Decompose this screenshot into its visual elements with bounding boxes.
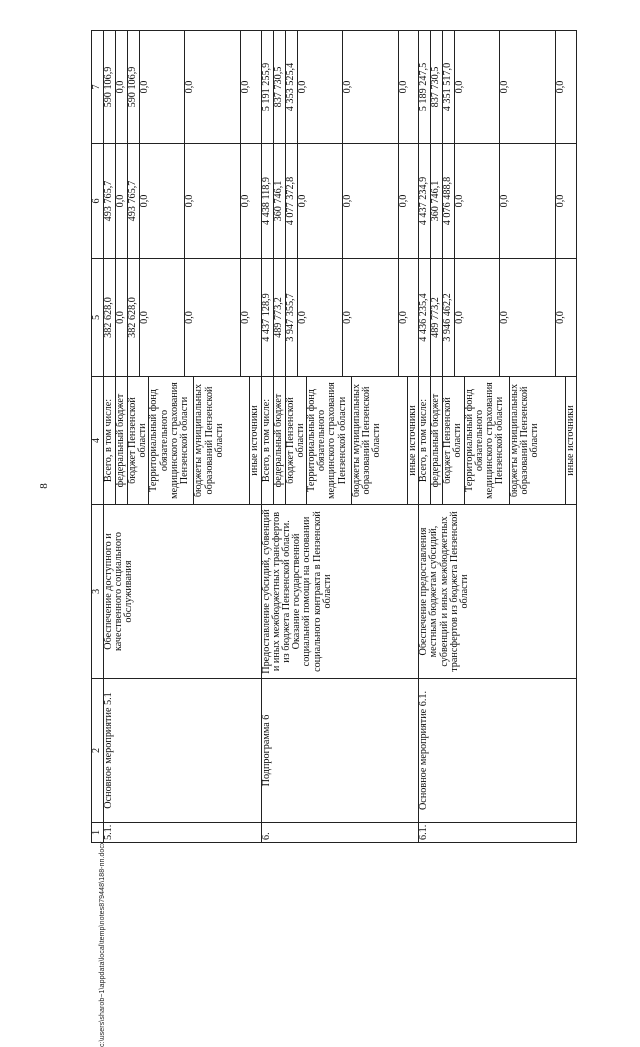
value: 493 765,7	[128, 144, 140, 258]
row-description: Обеспечение доступного и качественного социального обслуживания	[104, 505, 262, 679]
value: 0,0	[140, 259, 185, 376]
value: 0,0	[342, 31, 398, 143]
source-cell	[104, 377, 262, 505]
page-number: 8	[38, 483, 50, 489]
value: 493 765,7	[104, 144, 116, 258]
source-label: бюджет Пензенской области	[128, 377, 149, 504]
source-label: Территориальный фонд обязательного медицинского страхования Пензенской области	[149, 377, 194, 504]
value: 0,0	[240, 80, 251, 94]
value: 0,0	[140, 144, 185, 258]
row-number: 5.1.	[104, 823, 262, 843]
value: 0,0	[397, 311, 409, 324]
value: 590 106,9	[104, 31, 116, 143]
value-cell	[419, 259, 577, 377]
source-label: иные источники	[249, 405, 261, 476]
value-cell	[261, 31, 419, 144]
source-label: иные источники	[407, 405, 419, 476]
row-number: 6.1.	[419, 823, 577, 843]
value: 4 076 488,8	[443, 144, 455, 258]
footer-file-path: c:\users\sharob~1\appdata\local\temp\notes879448\188-пп.docx	[99, 841, 106, 1047]
value: 4 353 525,4	[285, 31, 297, 143]
value: 489 773,2	[431, 259, 443, 376]
row-description: Предоставление субсидий, субвенций и иных межбюджетных трансфертов из бюджета Пензенской области. Оказание государственной социальной помощи на основании социального контракта в Пензенской области	[261, 505, 419, 679]
rotated-table-container	[91, 31, 611, 843]
source-cell	[419, 377, 577, 505]
value: 0,0	[297, 31, 342, 143]
row-description: Обеспечение предоставления местным бюджетам субсидий, субвенций и иных межбюджетных трансфертов из бюджета Пензенской области	[419, 505, 577, 679]
source-label: бюджет Пензенской области	[443, 377, 464, 504]
value: 0,0	[116, 144, 128, 258]
table-row	[104, 31, 262, 843]
row-name: Подпрограмма 6	[261, 679, 419, 823]
value: 4 351 517,0	[443, 31, 455, 143]
value-cell	[104, 144, 262, 259]
source-label: федеральный бюджет	[116, 377, 128, 504]
source-label: Всего, в том числе:	[104, 377, 116, 504]
value: 0,0	[555, 80, 567, 94]
value: 0,0	[342, 259, 398, 376]
value: 489 773,2	[273, 259, 285, 376]
value: 382 628,0	[104, 259, 116, 376]
value-cell	[261, 259, 419, 377]
value: 360 746,1	[431, 144, 443, 258]
source-label: бюджеты муниципальных образований Пензенской области	[509, 377, 565, 504]
source-cell	[261, 377, 419, 505]
value: 0,0	[116, 259, 128, 376]
value-cell	[261, 144, 419, 259]
value: 0,0	[342, 144, 398, 258]
source-label: бюджет Пензенской области	[285, 377, 306, 504]
value-cell	[419, 31, 577, 144]
value: 0,0	[555, 311, 567, 324]
value: 0,0	[185, 144, 241, 258]
row-name: Основное мероприятие 6.1.	[419, 679, 577, 823]
source-label: Территориальный фонд обязательного медицинского страхования Пензенской области	[307, 377, 352, 504]
value: 382 628,0	[128, 259, 140, 376]
value: 4 077 372,8	[285, 144, 297, 258]
value-cell	[419, 144, 577, 259]
source-label: бюджеты муниципальных образований Пензенской области	[194, 377, 250, 504]
source-label: бюджеты муниципальных образований Пензенской области	[352, 377, 408, 504]
value: 0,0	[500, 31, 556, 143]
value: 0,0	[397, 80, 409, 94]
source-label: Всего, в том числе:	[419, 377, 431, 504]
source-label: Всего, в том числе:	[262, 377, 274, 504]
funding-table	[91, 30, 577, 843]
value: 0,0	[297, 259, 342, 376]
value: 0,0	[500, 259, 556, 376]
value: 4 438 118,9	[262, 144, 274, 258]
value: 3 947 355,7	[285, 259, 297, 376]
value: 4 436 235,4	[419, 259, 431, 376]
value: 5 189 247,5	[419, 31, 431, 143]
value: 0,0	[140, 31, 185, 143]
table-row	[261, 31, 419, 843]
value: 0,0	[455, 144, 500, 258]
value: 837 730,5	[431, 31, 443, 143]
row-name: Основное мероприятие 5.1	[104, 679, 262, 823]
value: 4 437 128,9	[262, 259, 274, 376]
header-col-7: 7	[92, 31, 104, 144]
header-col-6: 6	[92, 144, 104, 259]
source-label: Территориальный фонд обязательного медицинского страхования Пензенской области	[464, 377, 509, 504]
header-col-3: 3	[92, 505, 104, 679]
value: 3 946 462,2	[443, 259, 455, 376]
value: 360 746,1	[273, 144, 285, 258]
value: 0,0	[555, 194, 567, 208]
header-col-1: 1	[92, 823, 104, 843]
value: 4 437 234,9	[419, 144, 431, 258]
table-row	[419, 31, 577, 843]
source-label: федеральный бюджет	[273, 377, 285, 504]
value: 0,0	[500, 144, 556, 258]
value: 590 106,9	[128, 31, 140, 143]
header-col-2: 2	[92, 679, 104, 823]
value: 0,0	[185, 259, 241, 376]
value: 0,0	[240, 194, 251, 208]
value-cell	[104, 31, 262, 144]
header-col-4: 4	[92, 377, 104, 505]
value: 0,0	[185, 31, 241, 143]
source-label: федеральный бюджет	[431, 377, 443, 504]
source-label: иные источники	[564, 405, 576, 476]
value-cell	[104, 259, 262, 377]
value: 0,0	[455, 31, 500, 143]
value: 0,0	[297, 144, 342, 258]
row-number: 6.	[261, 823, 419, 843]
value: 0,0	[397, 194, 409, 208]
value: 0,0	[116, 31, 128, 143]
value: 5 191 255,9	[262, 31, 274, 143]
value: 0,0	[240, 311, 251, 324]
value: 837 730,5	[273, 31, 285, 143]
value: 0,0	[455, 259, 500, 376]
header-col-5: 5	[92, 259, 104, 377]
